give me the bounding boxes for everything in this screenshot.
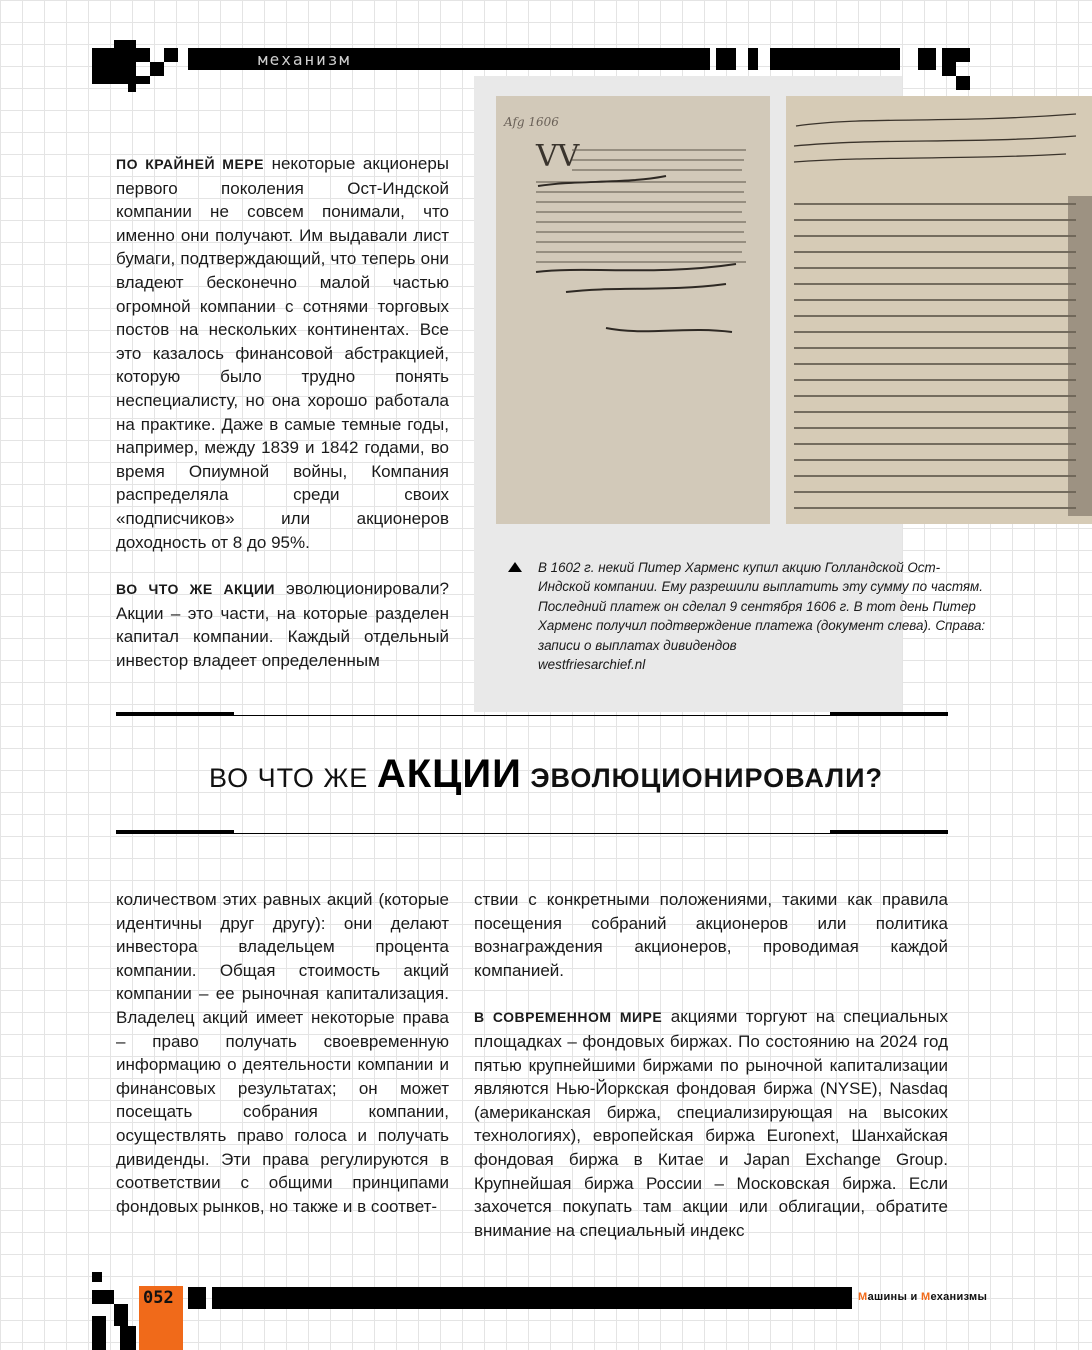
heading-rule-top-right	[830, 712, 948, 716]
payment-receipt-document-image	[496, 96, 770, 524]
paragraph-lead: В СОВРЕМЕННОМ МИРЕ	[474, 1009, 663, 1026]
magazine-initial: М	[920, 1291, 931, 1303]
paragraph-lead: ПО КРАЙНЕЙ МЕРЕ	[116, 156, 264, 172]
heading-part-1: ВО ЧТО ЖЕ	[208, 763, 377, 793]
heading-part-2: АКЦИИ	[376, 752, 522, 796]
heading-rule-bottom-right	[830, 830, 948, 834]
caption-text: В 1602 г. некий Питер Харменс купил акцию Голландской Ост-Индской компании. Ему разрешили выплатить эту сумму по частям. Последний платеж он сделал 9 сентября 1606 г. В тот день Питер Харменс получил подтверждение платежа (документ слева). Справа: записи о выплатах дивидендов	[538, 560, 986, 653]
caption-pointer-icon	[508, 562, 522, 572]
bottom-left-column	[116, 888, 449, 1218]
paragraph-text: акциями торгуют на специальных площадках – фондовых биржах. По состоянию на 2024 год пятью крупнейшими биржами по рыночной капитализации являются Нью-Йоркская фондовая биржа (NYSE), Nasdaq (американская биржа, специализирующая на высоких технологиях), европейская биржа Euronext, Шанхайская фондовая биржа в Китае и Japan Exchange Group. Крупнейшая биржа России – Московская биржа. Если захочется покупать там акции или облигации, обратите внимание на специальный индекс	[474, 1007, 948, 1240]
heading-rule-bottom	[116, 833, 948, 834]
caption-source: westfriesarchief.nl	[538, 657, 646, 673]
paragraph-4: ствии с конкретными положениями, такими как правила посещения собраний акционеров или политика вознаграждения акционеров, проводимая каждой компанией.	[474, 890, 948, 980]
paragraph-text: некоторые акционеры первого поколения Ост-Индской компании не совсем понимали, что именно они получают. Им выдавали лист бумаги, подтверждающий, что теперь они владеют бесконечно малой частью огромной компании с сотнями торговых постов на нескольких континентах. Все это казалось финансовой абстракцией, которую было трудно понять неспециалисту, но она хорошо работала на практике. Даже в самые темные годы, например, между 1839 и 1842 годами, во время Опиумной войны, Компания распределяла среди своих «подписчиков» или акционеров доходность от 8 до 95%.	[116, 154, 449, 552]
photo-caption	[538, 558, 988, 674]
svg-text:Afg 1606: Afg 1606	[504, 115, 559, 129]
paragraph-1	[116, 152, 449, 554]
bottom-right-column	[474, 888, 948, 1242]
paragraph-lead: ВО ЧТО ЖЕ АКЦИИ	[116, 581, 275, 598]
left-column	[116, 152, 449, 672]
heading-part-3: ЭВОЛЮЦИОНИРОВАЛИ?	[521, 763, 884, 793]
footer-bar	[212, 1287, 852, 1309]
paragraph-5	[474, 1005, 948, 1242]
magazine-name	[858, 1291, 987, 1303]
paragraph-2	[116, 577, 449, 672]
heading-rule-top	[116, 715, 948, 716]
dividend-records-document-image	[786, 96, 1092, 524]
magazine-word: ашины и	[867, 1291, 921, 1303]
paragraph-3: количеством этих равных акций (которые идентичны друг другу): они делают инвестора владельцем процента компании. Общая стоимость акций компании – ее рыночная капитализация. Владелец акций имеет некоторые права – право получать своевременную информацию о деятельности компании и финансовых результатах; он может посещать собрания компании, осуществлять право голоса и получать дивиденды. Эти права регулируются в соответствии с общими принципами фондовых рынков, но также и в соответ-	[116, 890, 449, 1216]
svg-text:VV: VV	[536, 139, 580, 174]
section-heading	[0, 752, 1092, 797]
page-number: 052	[143, 1288, 174, 1308]
magazine-initial: М	[858, 1291, 868, 1303]
paragraph-text: эволюционировали? Акции – это части, на которые разделен капитал компании. Каждый отдельный инвестор владеет определенным	[116, 579, 450, 670]
section-label: механизм	[258, 50, 352, 69]
magazine-word: еханизмы	[930, 1291, 988, 1303]
